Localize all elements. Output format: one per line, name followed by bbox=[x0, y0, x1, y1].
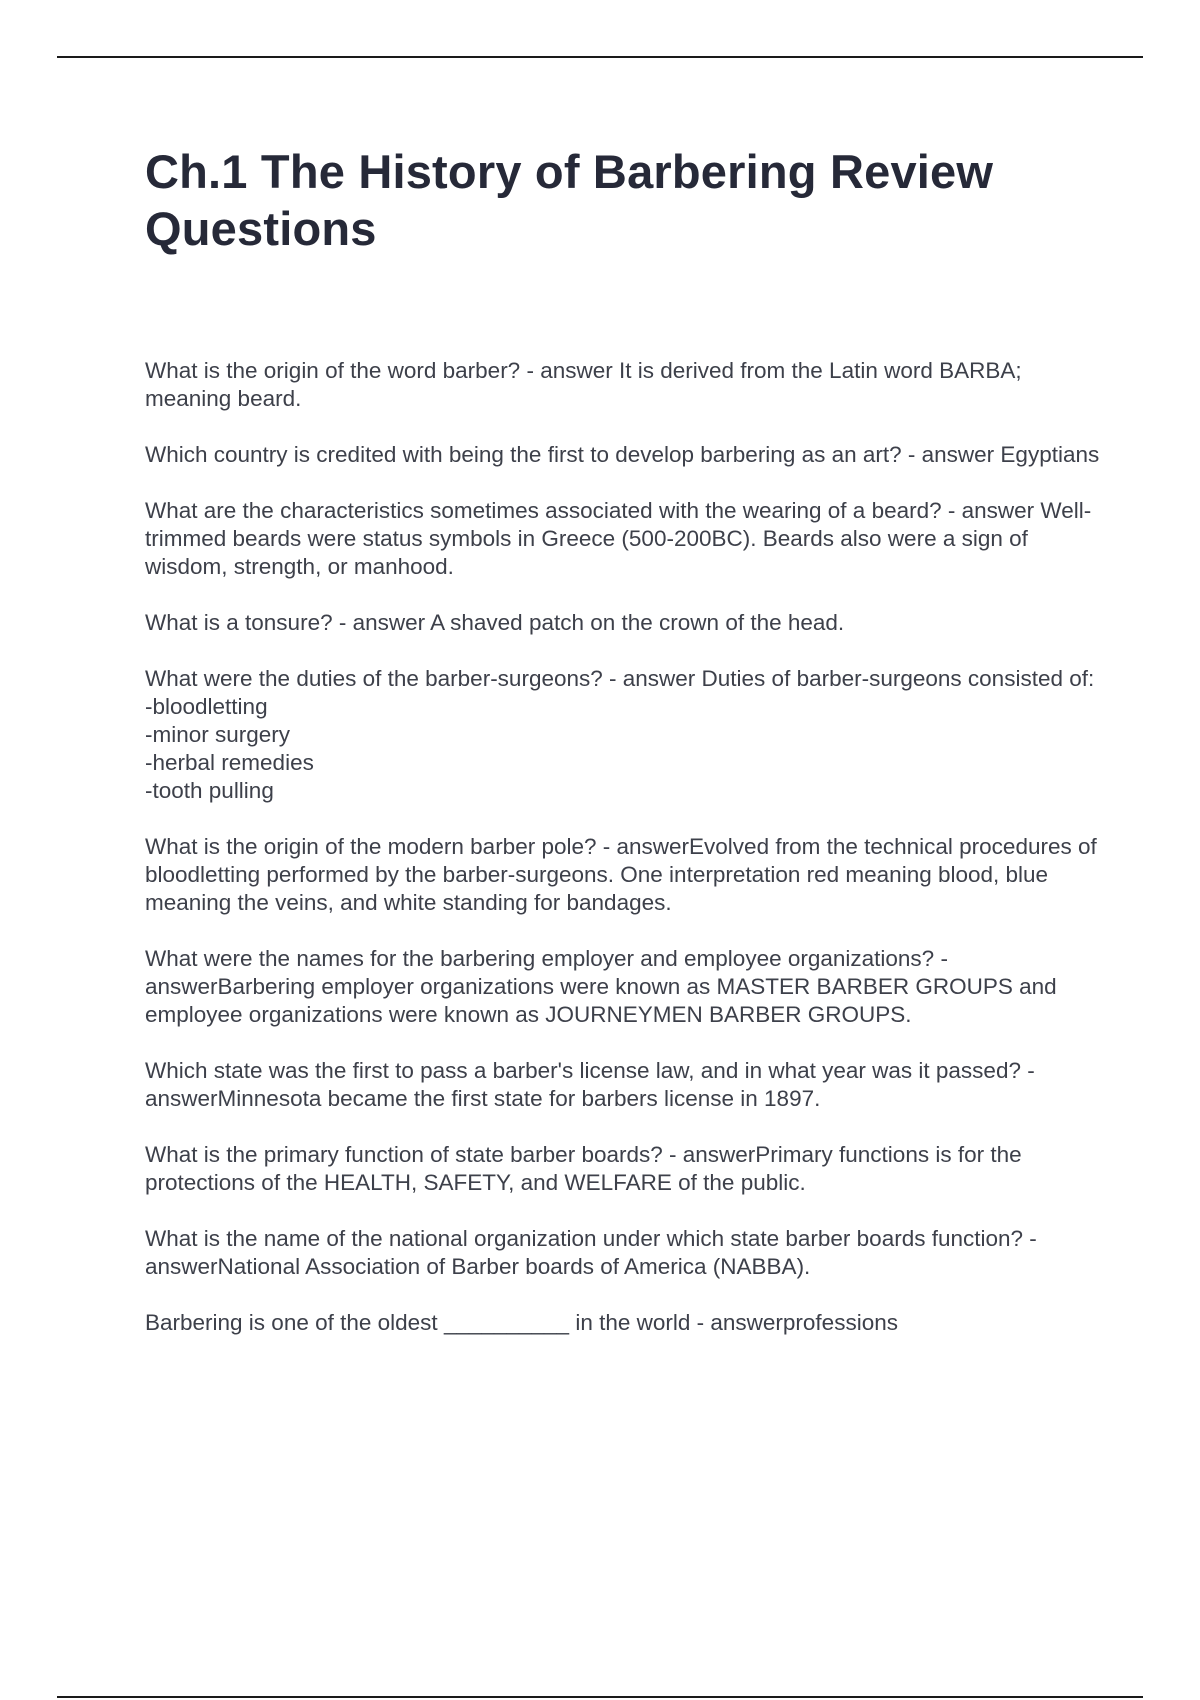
qa-item: Barbering is one of the oldest __________ in the world - answerprofessions bbox=[145, 1310, 898, 1335]
qa-item: What is the name of the national organization under which state barber boards function? - answerNational Association of Barber boards of America (NABBA). bbox=[145, 1226, 1037, 1279]
document-body bbox=[145, 143, 1100, 1365]
qa-item: What were the duties of the barber-surgeons? - answer Duties of barber-surgeons consisted of: -bloodletting -minor surgery -herbal remedies -tooth pulling bbox=[145, 666, 1095, 803]
qa-item: What is the primary function of state barber boards? - answerPrimary functions is for the protections of the HEALTH, SAFETY, and WELFARE of the public. bbox=[145, 1142, 1022, 1195]
qa-list bbox=[145, 357, 1100, 1337]
top-divider bbox=[57, 56, 1143, 58]
bottom-divider bbox=[57, 1696, 1143, 1698]
qa-item: What is the origin of the modern barber pole? - answerEvolved from the technical procedures of bloodletting performed by the barber-surgeons. One interpretation red meaning blood, blue meaning the veins, and white standing for bandages. bbox=[145, 834, 1097, 915]
qa-item: Which country is credited with being the first to develop barbering as an art? - answer Egyptians bbox=[145, 442, 1100, 467]
qa-item: What are the characteristics sometimes associated with the wearing of a beard? - answer Well-trimmed beards were status symbols in Greece (500-200BC). Beards also were a sign of wisdom, strength, or manhood. bbox=[145, 498, 1092, 579]
qa-item: Which state was the first to pass a barber's license law, and in what year was it passed? - answerMinnesota became the first state for barbers license in 1897. bbox=[145, 1058, 1035, 1111]
qa-item: What is the origin of the word barber? - answer It is derived from the Latin word BARBA; meaning beard. bbox=[145, 358, 1022, 411]
qa-item: What is a tonsure? - answer A shaved patch on the crown of the head. bbox=[145, 610, 845, 635]
qa-item: What were the names for the barbering employer and employee organizations? - answerBarbering employer organizations were known as MASTER BARBER GROUPS and employee organizations were known as JOURNEYMEN BARBER GROUPS. bbox=[145, 946, 1057, 1027]
page-title: Ch.1 The History of Barbering Review Questions bbox=[145, 145, 994, 255]
